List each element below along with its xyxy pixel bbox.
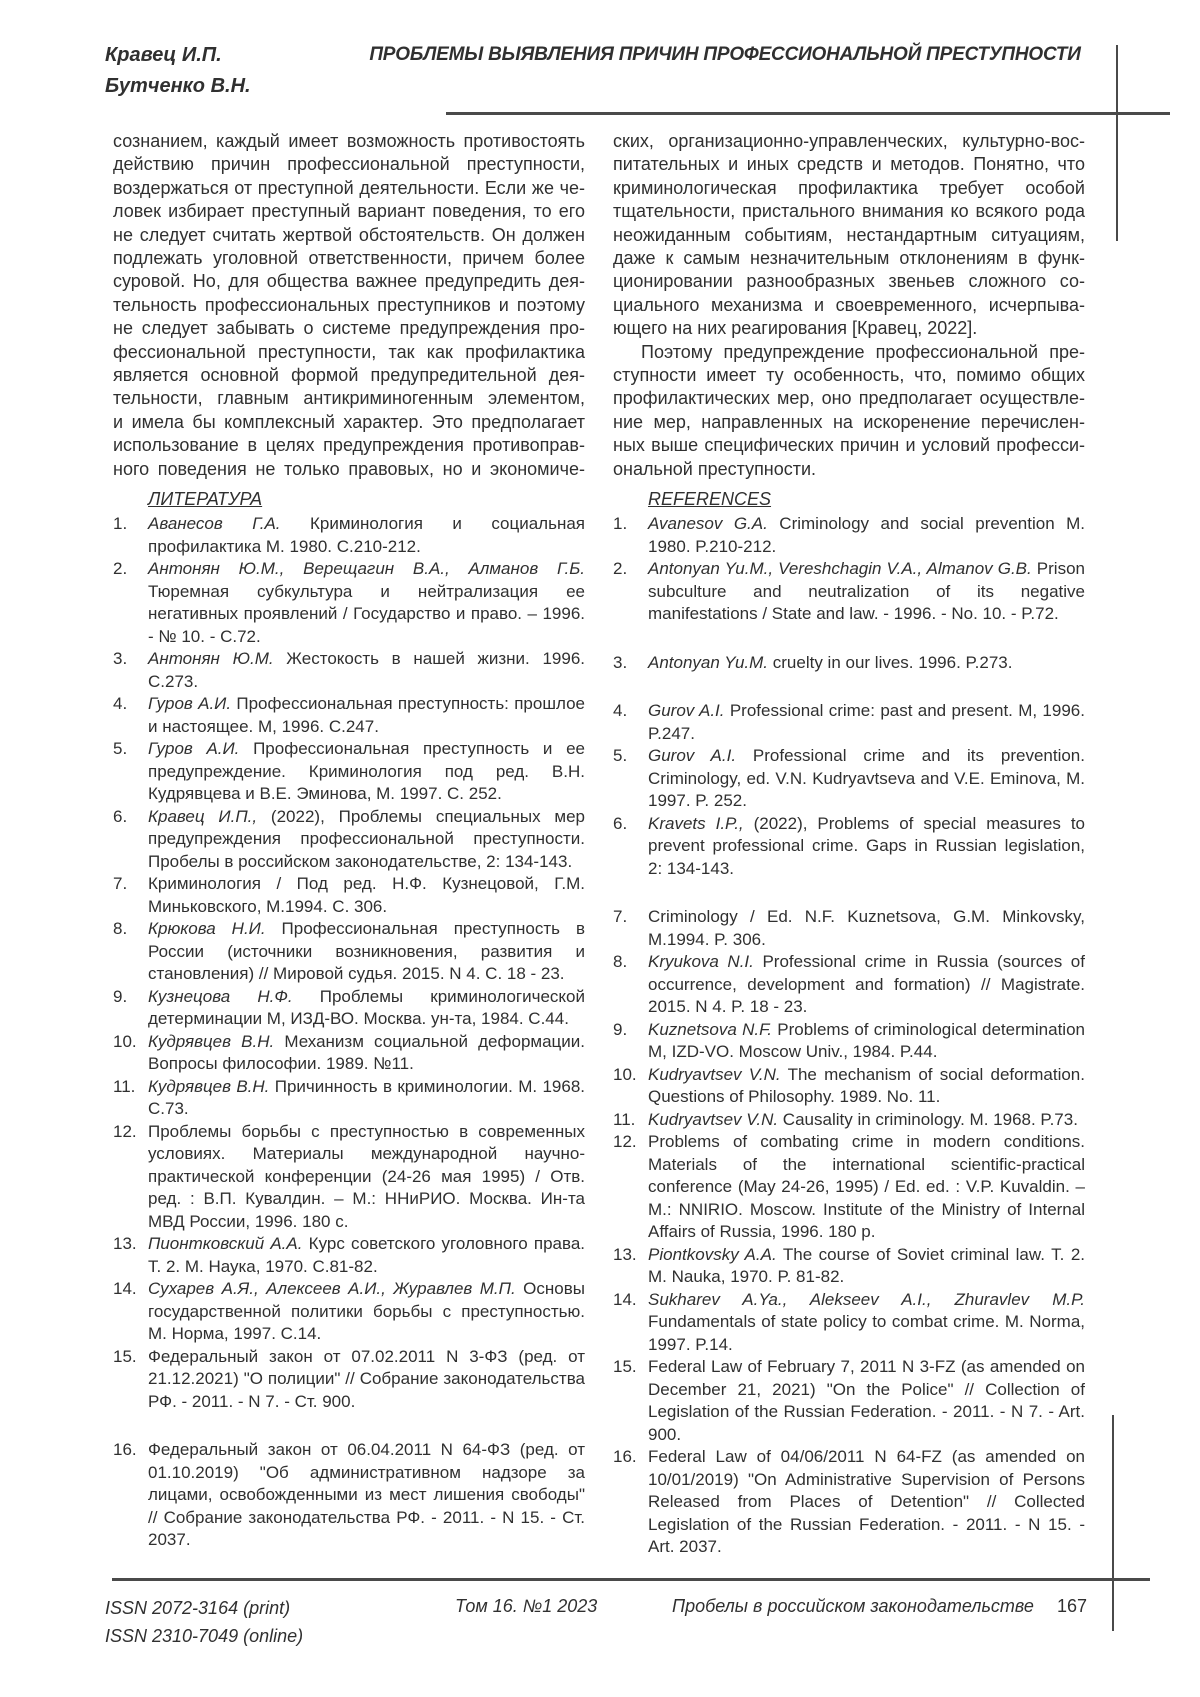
footer-rule bbox=[112, 1578, 1150, 1581]
reference-item bbox=[113, 918, 585, 986]
reference-item bbox=[613, 951, 1085, 1019]
item-number: 3. bbox=[613, 652, 628, 672]
reference-item bbox=[113, 1121, 585, 1234]
item-text: Проблемы борьбы с преступностью в современных условиях. Материалы международной научно-практической конференции (24-26 мая 1995) / Отв. ред. : В.П. Кувалдин. – М.: ННиРИО. Москва. Ин-та МВД России, 1996. 180 с. bbox=[148, 1121, 585, 1231]
reference-item bbox=[613, 652, 1085, 675]
item-author: Кудрявцев В.Н. bbox=[148, 1076, 270, 1096]
reference-item bbox=[613, 1019, 1085, 1064]
footer-volume: Том 16. №1 2023 bbox=[455, 1596, 598, 1616]
item-text: The mechanism of social deformation. Questions of Philosophy. 1989. No. 11. bbox=[648, 1064, 1085, 1107]
item-text: Проблемы криминологической детерминации М, ИЗД-ВО. Москва. ун-та, 1984. С.44. bbox=[148, 986, 585, 1029]
reference-item bbox=[113, 986, 585, 1031]
reference-item bbox=[113, 648, 585, 693]
text-line: воздержаться от преступной деятельности. Если же че- bbox=[113, 177, 585, 198]
body-paragraph-right-2 bbox=[613, 341, 1085, 481]
text-line: ционировании разнообразных звеньев сложного со- bbox=[613, 271, 1085, 292]
item-number: 14. bbox=[113, 1279, 137, 1299]
text-line: ловек избирает преступный вариант поведения, то его bbox=[113, 201, 585, 222]
item-number: 12. bbox=[113, 1121, 137, 1141]
reference-item bbox=[113, 1076, 585, 1121]
item-text: Fundamentals of state policy to combat crime. M. Norma, 1997. P.14. bbox=[648, 1312, 1085, 1354]
item-number: 10. bbox=[113, 1031, 137, 1051]
item-author: Крюкова Н.И. bbox=[148, 919, 266, 939]
item-number: 2. bbox=[613, 559, 628, 579]
item-text: Professional crime: past and present. M, 1996. P.247. bbox=[648, 701, 1085, 743]
reference-item bbox=[613, 558, 1085, 626]
item-number: 7. bbox=[113, 874, 128, 894]
footer-right-block bbox=[613, 1596, 1087, 1617]
reference-item bbox=[113, 558, 585, 648]
item-text: Основы государственной политики борьбы с преступностью. М. Норма, 1997. С.14. bbox=[148, 1279, 585, 1344]
item-author: Sukharev A.Ya., Alekseev A.I., Zhuravlev M.P. bbox=[648, 1289, 1085, 1309]
item-text: Federal Law of 04/06/2011 N 64-FZ (as amended on 10/01/2019) "On Administrative Supervision of Persons Released from Places of Detention" // Collected Legislation of the Russian Federation. - 2011. - N 15. - Art. 2037. bbox=[648, 1447, 1085, 1557]
item-number: 8. bbox=[113, 919, 128, 939]
item-number: 4. bbox=[113, 694, 128, 714]
reference-item bbox=[613, 1289, 1085, 1357]
item-author: Kudryavtsev V.N. bbox=[648, 1064, 781, 1084]
text-line: профилактических мер, оно предполагает осуществле- bbox=[613, 388, 1085, 409]
item-author: Гуров А.И. bbox=[148, 739, 240, 759]
text-line: является основной формой предупредительной дея- bbox=[113, 365, 585, 386]
item-number: 2. bbox=[113, 559, 128, 579]
footer-issn-block bbox=[105, 1594, 303, 1650]
text-line: ние мер, направленных на искоренение перечислен- bbox=[613, 411, 1085, 432]
text-line: не следует забывать о системе предупреждения про- bbox=[113, 318, 585, 339]
reference-item bbox=[613, 513, 1085, 558]
reference-item bbox=[113, 806, 585, 874]
item-number: 14. bbox=[613, 1289, 637, 1309]
item-number: 16. bbox=[613, 1447, 637, 1467]
item-number: 1. bbox=[113, 514, 128, 534]
item-text: Профессиональная преступность и ее предупреждение. Криминология под ред. В.Н. Кудрявцева и В.Е. Эминова, М. 1997. С. 252. bbox=[148, 739, 585, 804]
reference-item bbox=[113, 513, 585, 558]
item-number: 15. bbox=[113, 1346, 137, 1366]
item-text: Механизм социальной деформации. Вопросы философии. 1989. №11. bbox=[148, 1031, 586, 1074]
reference-item bbox=[613, 906, 1085, 951]
item-number: 3. bbox=[113, 649, 128, 669]
left-column bbox=[113, 130, 585, 1552]
item-author: Сухарев А.Я., Алексеев А.И., Журавлев М.П. bbox=[148, 1279, 516, 1299]
item-number: 15. bbox=[613, 1357, 637, 1377]
reference-item bbox=[113, 1439, 585, 1552]
author-name-2: Бутченко В.Н. bbox=[105, 75, 251, 97]
text-line: ональной преступности. bbox=[613, 458, 817, 479]
footer-journal-title: Пробелы в российском законодательстве bbox=[672, 1596, 1034, 1616]
item-number: 4. bbox=[613, 701, 628, 721]
item-text: Тюремная субкультура и нейтрализация ее негативных проявлений / Государство и право. – 1996. - № 10. - С.72. bbox=[148, 581, 585, 646]
item-author: Kryukova N.I. bbox=[648, 952, 754, 972]
text-line: ющего на них реагирования [Кравец, 2022]. bbox=[613, 318, 978, 339]
item-author: Антонян Ю.М. bbox=[148, 649, 274, 669]
item-number: 12. bbox=[613, 1132, 637, 1152]
text-line: не следует считать жертвой обстоятельств. Он должен bbox=[113, 224, 585, 245]
literature-list bbox=[113, 513, 585, 1552]
text-line: неожиданным событиям, нестандартным ситуациям, bbox=[613, 224, 1085, 245]
item-number: 9. bbox=[613, 1019, 628, 1039]
text-line: криминологическая профилактика требует особой bbox=[613, 177, 1085, 198]
text-line: тщательности, пристального внимания ко всякого рода bbox=[613, 201, 1085, 222]
text-line: использование в целях предупреждения противоправ- bbox=[113, 435, 585, 456]
item-author: Gurov A.I. bbox=[648, 746, 737, 766]
text-line: фессиональной преступности, так как профилактика bbox=[113, 341, 585, 362]
item-number: 13. bbox=[613, 1244, 637, 1264]
references-list bbox=[613, 513, 1085, 1559]
text-line: и имела бы комплексный характер. Это предполагает bbox=[113, 411, 585, 432]
paper-title: ПРОБЛЕМЫ ВЫЯВЛЕНИЯ ПРИЧИН ПРОФЕССИОНАЛЬНОЙ ПРЕСТУПНОСТИ bbox=[369, 44, 1081, 65]
text-line: сознанием, каждый имеет возможность противостоять bbox=[113, 131, 585, 151]
item-author: Gurov A.I. bbox=[648, 701, 725, 721]
item-author: Антонян Ю.М., Верещагин В.А., Алманов Г.Б. bbox=[148, 559, 585, 579]
item-number: 16. bbox=[113, 1440, 137, 1460]
text-line: ных выше специфических причин и условий професси- bbox=[613, 435, 1085, 456]
item-author: Piontkovsky A.A. bbox=[648, 1244, 777, 1264]
text-line: циального механизма и своевременного, исчерпыва- bbox=[613, 294, 1085, 315]
item-text: Problems of combating crime in modern conditions. Materials of the international scientific-practical conference (May 24-26, 1995) / Ed. ed. : V.P. Kuvaldin. – M.: NNIRIO. Moscow. Institute of the Ministry of Internal Affairs of Russia, 1996. 180 p. bbox=[648, 1132, 1085, 1242]
reference-item bbox=[613, 1244, 1085, 1289]
text-line: подлежать уголовной ответственности, причем более bbox=[113, 248, 585, 269]
bottom-right-rule bbox=[1112, 1415, 1114, 1631]
item-text: Причинность в криминологии. М. 1968. С.73. bbox=[148, 1076, 585, 1119]
item-number: 11. bbox=[613, 1109, 636, 1129]
reference-item bbox=[613, 813, 1085, 881]
author-name-1: Кравец И.П. bbox=[105, 44, 222, 66]
item-number: 5. bbox=[113, 739, 128, 759]
text-line: питательных и иных средств и методов. Понятно, что bbox=[613, 154, 1085, 175]
item-text: Criminology and social prevention M. 1980. P.210-212. bbox=[648, 514, 1085, 556]
reference-item bbox=[613, 1109, 1085, 1132]
item-text: The course of Soviet criminal law. T. 2. M. Nauka, 1970. P. 81-82. bbox=[648, 1244, 1085, 1287]
text-line: суровой. Но, для общества важнее предупредить дея- bbox=[113, 271, 585, 292]
footer-page-number: 167 bbox=[1056, 1596, 1087, 1616]
item-number: 10. bbox=[613, 1064, 637, 1084]
body-paragraph-left bbox=[113, 130, 585, 481]
right-column bbox=[613, 130, 1085, 1559]
reference-item bbox=[613, 700, 1085, 745]
item-author: Кудрявцев В.Н. bbox=[148, 1031, 275, 1051]
text-line: тельности, главным антикриминогенным элементом, bbox=[113, 388, 585, 409]
item-text: Профессиональная преступность в России (источники возникновения, развития и становления) // Мировой судья. 2015. N 4. С. 18 - 23. bbox=[148, 919, 585, 984]
reference-item bbox=[113, 873, 585, 918]
item-text: Профессиональная преступность: прошлое и настоящее. М, 1996. С.247. bbox=[148, 694, 586, 736]
item-author: Kravets I.P., bbox=[648, 813, 744, 833]
top-right-rule bbox=[1116, 45, 1118, 241]
item-text: Федеральный закон от 06.04.2011 N 64-ФЗ (ред. от 01.10.2019) "Об административном надзоре за лицами, освобожденными из мест лишения свободы" // Собрание законодательства РФ. - 2011. - N 15. - Ст. 2037. bbox=[148, 1440, 585, 1550]
item-text: Professional crime and its prevention. Criminology, ed. V.N. Kudryavtseva and V.E. Eminova, M. 1997. P. 252. bbox=[648, 746, 1085, 811]
text-line: ских, организационно-управленческих, культурно-вос- bbox=[613, 131, 1085, 151]
text-line: даже к самым незначительным отклонениям в функ- bbox=[613, 248, 1085, 269]
item-text: Криминология / Под ред. Н.Ф. Кузнецовой, Г.М. Миньковского, М.1994. С. 306. bbox=[148, 874, 585, 916]
item-number: 1. bbox=[613, 514, 628, 534]
header-rule bbox=[446, 112, 1170, 115]
item-author: Кузнецова Н.Ф. bbox=[148, 986, 293, 1006]
item-number: 6. bbox=[113, 806, 128, 826]
item-author: Пионтковский А.А. bbox=[148, 1234, 303, 1254]
item-text: Professional crime in Russia (sources of occurrence, development and formation) // Magistrate. 2015. N 4. P. 18 - 23. bbox=[648, 952, 1085, 1017]
text-line: действию причин профессиональной преступности, bbox=[113, 154, 585, 175]
text-line: тельность профессиональных преступников и поэтому bbox=[113, 294, 585, 315]
item-text: Criminology / Ed. N.F. Kuznetsova, G.M. Minkovsky, M.1994. P. 306. bbox=[648, 907, 1085, 949]
item-text: Federal Law of February 7, 2011 N 3-FZ (as amended on December 21, 2021) "On the Police" // Collection of Legislation of the Russian Federation. - 2011. - N 7. - Art. 900. bbox=[648, 1357, 1085, 1444]
item-author: Antonyan Yu.M., Vereshchagin V.A., Almanov G.B. bbox=[648, 559, 1032, 579]
item-text: Prison subculture and neutralization of its negative manifestations / State and law. - 1996. - No. 10. - P.72. bbox=[648, 559, 1085, 624]
text-line: Поэтому предупреждение профессиональной пре- bbox=[641, 341, 1085, 362]
reference-item bbox=[113, 1278, 585, 1346]
item-author: Avanesov G.A. bbox=[648, 514, 768, 534]
item-number: 11. bbox=[113, 1076, 136, 1096]
body-paragraph-right-1 bbox=[613, 130, 1085, 341]
item-text: (2022), Проблемы специальных мер предупреждения профессиональной преступности. Пробелы в российском законодательстве, 2: 134-143. bbox=[148, 806, 585, 871]
item-text: Causality in criminology. M. 1968. P.73. bbox=[778, 1109, 1078, 1129]
item-author: Kuznetsova N.F. bbox=[648, 1019, 773, 1039]
reference-item bbox=[613, 1356, 1085, 1446]
item-number: 5. bbox=[613, 746, 628, 766]
footer-issn-print: ISSN 2072-3164 (print) bbox=[105, 1598, 291, 1618]
reference-item bbox=[613, 1131, 1085, 1244]
item-text: (2022), Problems of special measures to prevent professional crime. Gaps in Russian legislation, 2: 134-143. bbox=[648, 813, 1085, 878]
item-number: 8. bbox=[613, 952, 628, 972]
text-line: ного поведения не только правовых, но и экономиче- bbox=[113, 458, 585, 479]
item-author: Гуров А.И. bbox=[148, 694, 232, 714]
item-author: Kudryavtsev V.N. bbox=[648, 1109, 779, 1129]
item-text: cruelty in our lives. 1996. P.273. bbox=[768, 652, 1013, 672]
header-authors bbox=[105, 40, 251, 102]
reference-item bbox=[113, 738, 585, 806]
item-text: Криминология и социальная профилактика М. 1980. С.210-212. bbox=[148, 514, 586, 556]
literature-heading: ЛИТЕРАТУРА bbox=[148, 489, 263, 510]
reference-item bbox=[113, 1031, 585, 1076]
item-text: Problems of criminological determination M, IZD-VO. Moscow Univ., 1984. P.44. bbox=[648, 1019, 1085, 1062]
footer-issn-online: ISSN 2310-7049 (online) bbox=[105, 1626, 304, 1646]
references-heading: REFERENCES bbox=[648, 489, 772, 510]
item-number: 13. bbox=[113, 1234, 137, 1254]
reference-item bbox=[613, 1064, 1085, 1109]
item-author: Кравец И.П., bbox=[148, 806, 258, 826]
item-author: Antonyan Yu.M. bbox=[648, 652, 769, 672]
reference-item bbox=[613, 745, 1085, 813]
text-line: ступности имеет ту особенность, что, помимо общих bbox=[613, 365, 1085, 386]
reference-item bbox=[613, 1446, 1085, 1559]
item-text: Жестокость в нашей жизни. 1996. С.273. bbox=[148, 649, 585, 691]
reference-item bbox=[113, 1233, 585, 1278]
item-text: Курс советского уголовного права. Т. 2. М. Наука, 1970. С.81-82. bbox=[148, 1234, 585, 1276]
item-number: 7. bbox=[613, 907, 628, 927]
item-text: Федеральный закон от 07.02.2011 N 3-ФЗ (ред. от 21.12.2021) "О полиции" // Собрание законодательства РФ. - 2011. - N 7. - Ст. 900. bbox=[148, 1346, 585, 1411]
reference-item bbox=[113, 693, 585, 738]
reference-item bbox=[113, 1346, 585, 1414]
item-number: 9. bbox=[113, 986, 128, 1006]
item-number: 6. bbox=[613, 813, 628, 833]
item-author: Аванесов Г.А. bbox=[148, 514, 281, 534]
